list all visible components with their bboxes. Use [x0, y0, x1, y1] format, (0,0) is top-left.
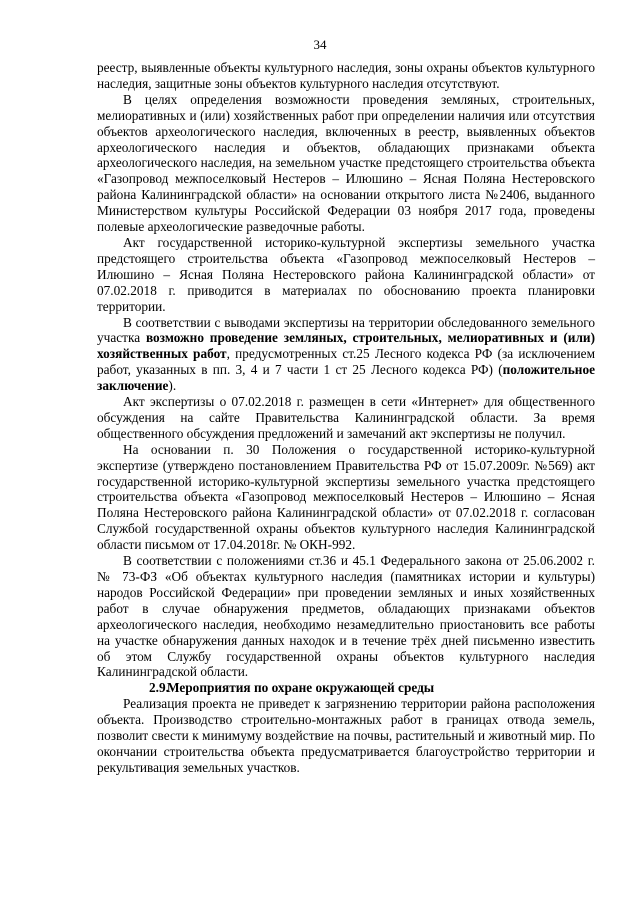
conclusion-bold-works: возможно проведение земляных, строительных, мелиоративных и (или) хозяйственных работ	[97, 330, 595, 362]
section-number: 2.9.	[149, 680, 169, 696]
paragraph-archaeological-survey: В целях определения возможности проведения земляных, строительных, мелиоративных и (или) хозяйственных работ при определении наличия или отсутствия объектов археологического наследия, включенных в реестр, выявленных объектов археологического наследия и объектов, обладающих признаками объекта археологического наследия, на земельном участке предстоящего строительства объекта «Газопровод межпоселковый Нестеров – Илюшино – Ясная Поляна Нестеровского района Калининградской области» на основании открытого листа №2406, выданного Министерством культуры Российской Федерации 03 ноября 2017 года, проведены полевые археологические разведочные работы.	[97, 91, 595, 235]
paragraph-public-discussion: Акт экспертизы о 07.02.2018 г. размещен в сети «Интернет» для общественного обсуждения на сайте Правительства Калининградской области. За время общественного обсуждения предложений и замечаний акт экспертизы не получил.	[97, 394, 595, 441]
page-number: 34	[313, 37, 327, 52]
section-heading	[97, 680, 595, 696]
paragraph-continuation: реестр, выявленные объекты культурного наследия, зоны охраны объектов культурного наследия, защитные зоны объектов культурного наследия отсутствуют.	[97, 60, 595, 91]
paragraph-environment: Реализация проекта не приведет к загрязнению территории района расположения объекта. Производство строительно-монтажных работ в границах отвода земель, позволит свести к минимуму воздействие на почвы, растительный и животный мир. По окончании строительства объекта предусматривается благоустройство территории и рекультивация земельных участков.	[97, 696, 595, 775]
paragraph-expertise-conclusion	[97, 315, 595, 395]
conclusion-text-e: ).	[168, 378, 177, 394]
section-title: Мероприятия по охране окружающей среды	[167, 680, 435, 696]
paragraph-approval: На основании п. 30 Положения о государственной историко-культурной экспертизе (утверждено постановлением Правительства РФ от 15.07.2009г. №569) акт государственной историко-культурной экспертизы земельного участка предстоящего строительства объекта «Газопровод межпоселковый Нестеров – Илюшино – Ясная Поляна Нестеровского района Калининградской области» от 07.02.2018 г. согласован Службой государственной охраны объектов культурного наследия Калининградской области письмом от 17.04.2018г. № ОКН-992.	[97, 441, 595, 553]
document-body	[97, 60, 595, 776]
paragraph-federal-law: В соответствии с положениями ст.36 и 45.1 Федерального закона от 25.06.2002 г. № 73-ФЗ «Об объектах культурного наследия (памятниках истории и культуры) народов Российской Федерации» при проведении земляных и иных хозяйственных работ в случае обнаружения предметов, обладающих признаками объектов археологического наследия, необходимо незамедлительно приостановить все работы на участке обнаружения данных находок и в течение трёх дней письменно известить об этом Службу государственной охраны объектов культурного наследия Калининградской области.	[97, 553, 595, 680]
conclusion-text-c: , предусмотренных ст.25 Лесного кодекса РФ (за исключением работ, указанных в пп. 3, 4 и 7 части 1 ст 25 Лесного кодекса РФ) (	[97, 346, 595, 378]
conclusion-text-a: В соответствии с выводами экспертизы на территории обследованного земельного участка	[97, 314, 595, 346]
paragraph-expertise-act: Акт государственной историко-культурной экспертизы земельного участка предстоящего строительства объекта «Газопровод межпоселковый Нестеров – Илюшино – Ясная Поляна Нестеровского района Калининградской области» от 07.02.2018 г. приводится в материалах по обоснованию проекта планировки территории.	[97, 234, 595, 314]
conclusion-bold-positive: положительное заключение	[97, 362, 595, 394]
